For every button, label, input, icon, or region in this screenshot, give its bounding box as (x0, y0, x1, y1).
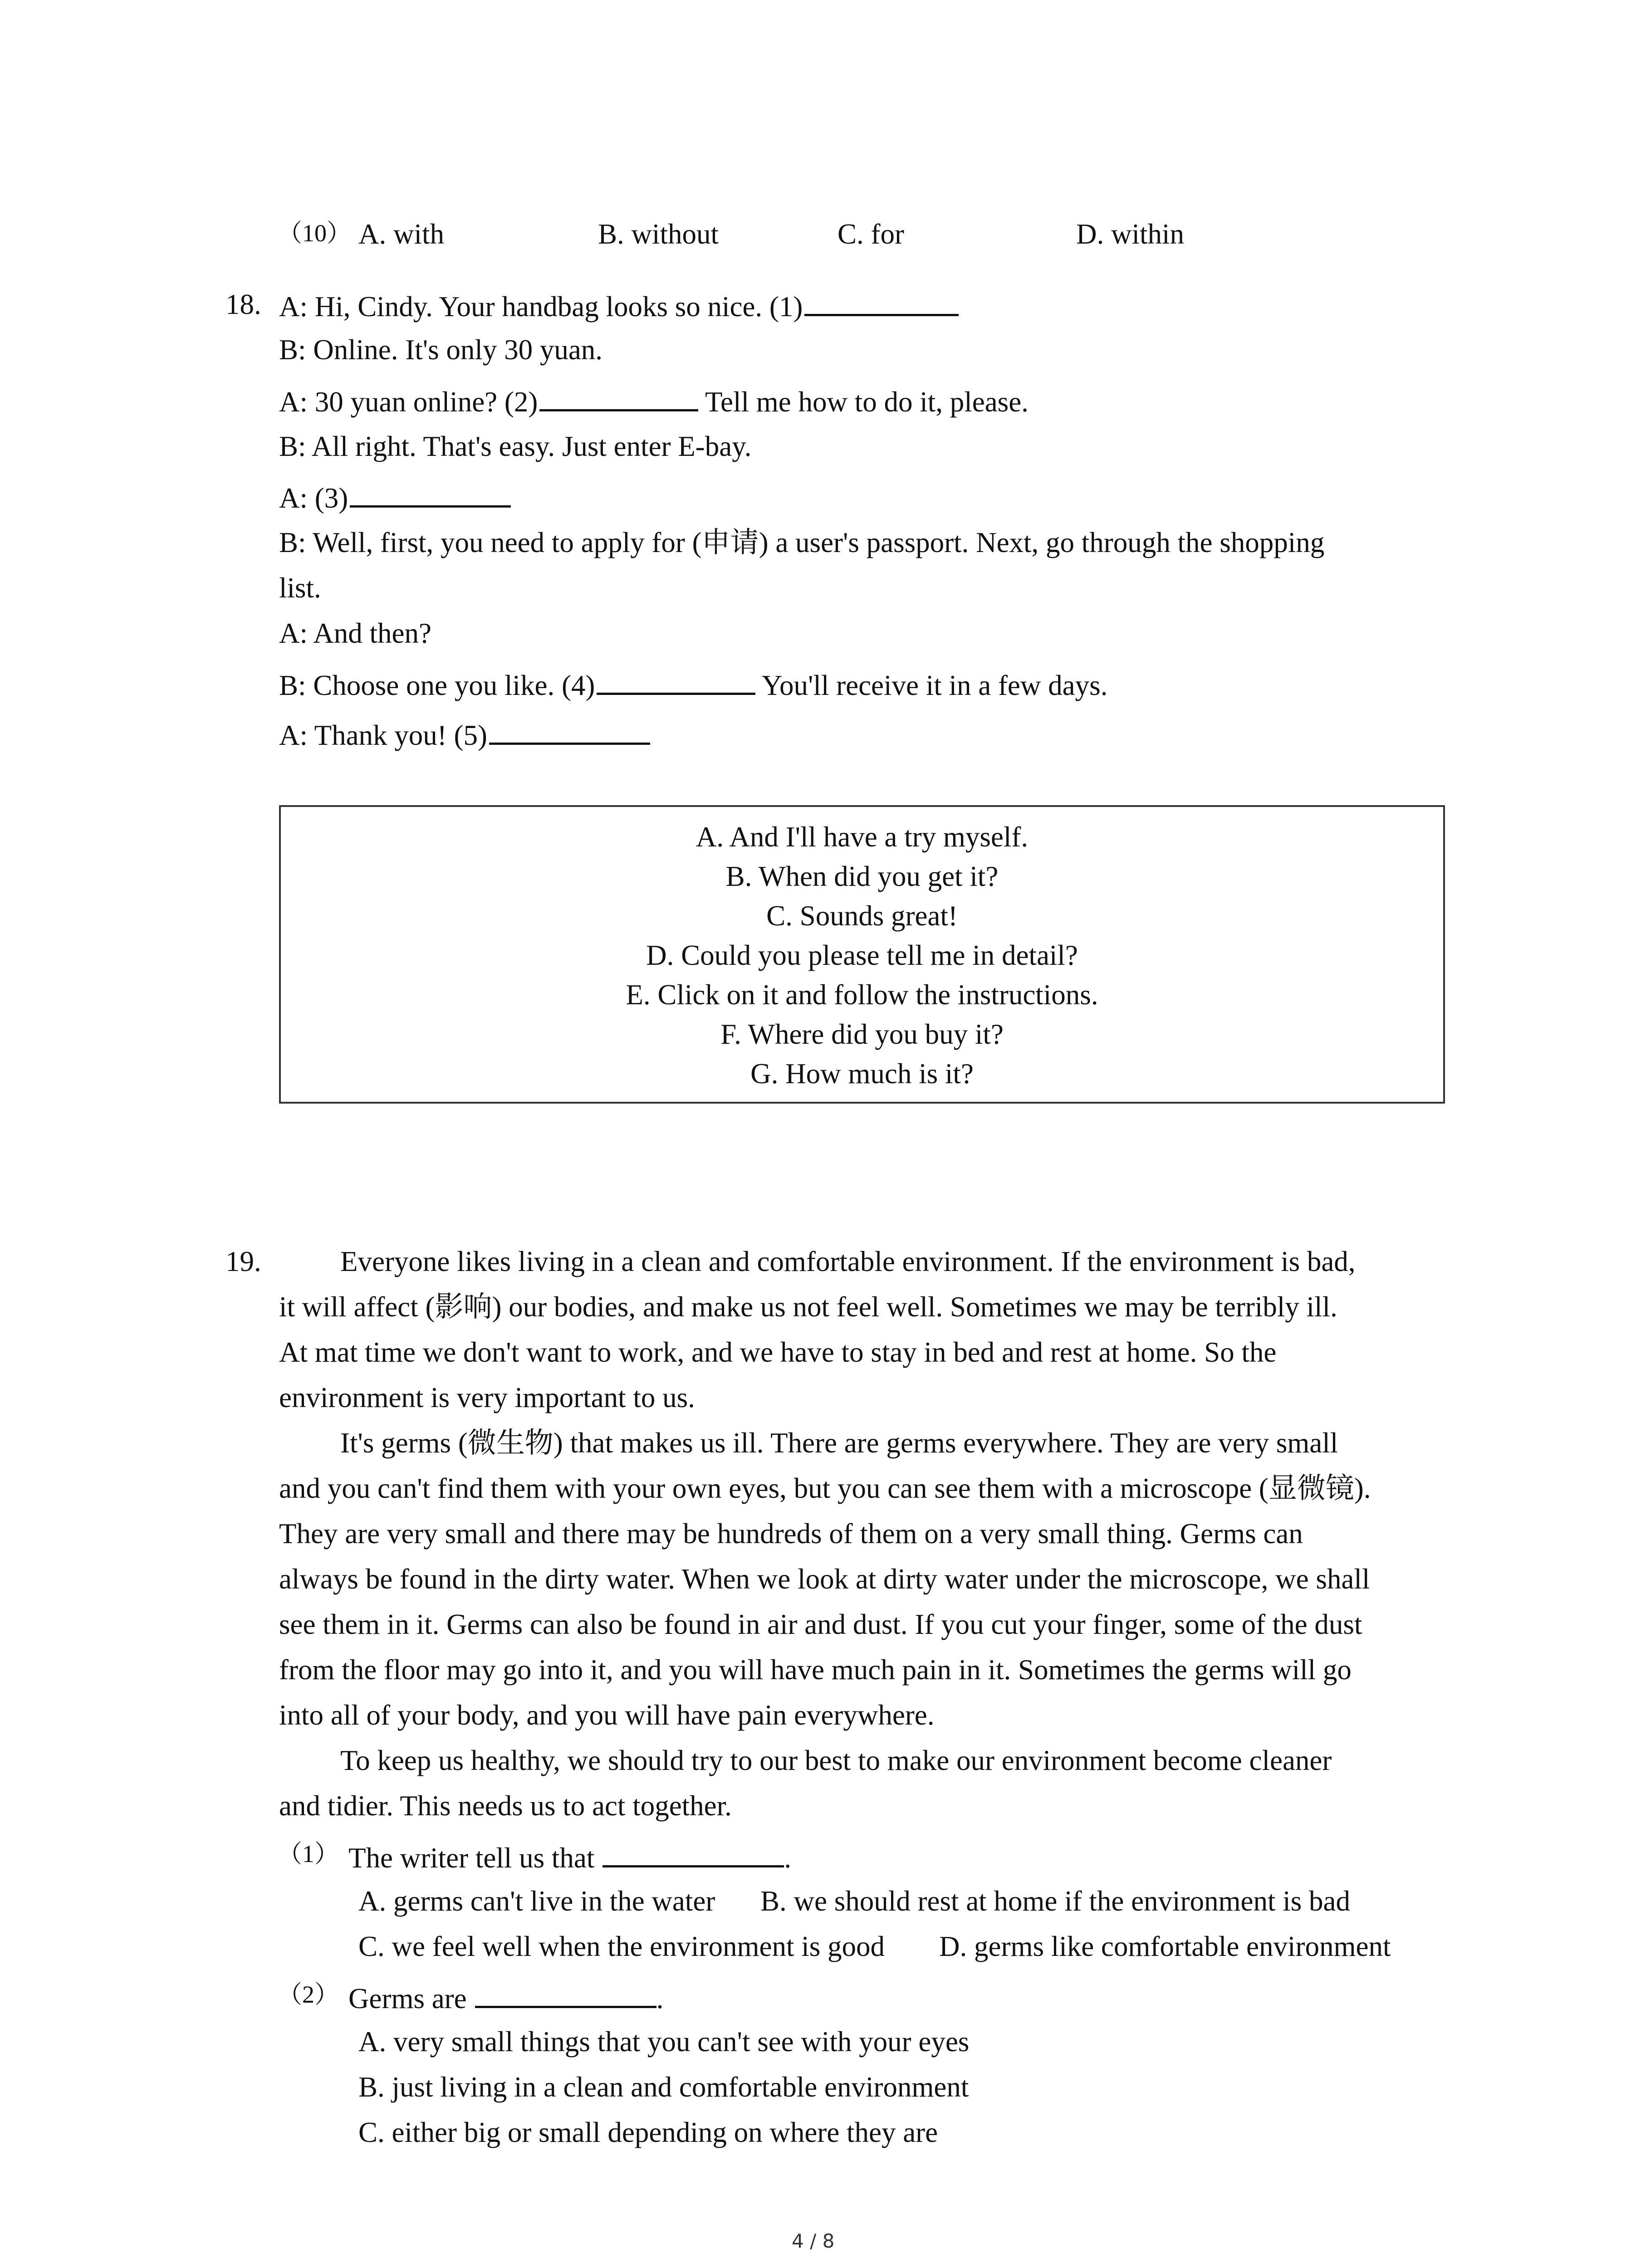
passage-line: from the floor may go into it, and you will have much pain in it. Sometimes the germs will go (279, 1654, 1352, 1686)
dialogue-text: A: Thank you! (5) (279, 719, 487, 751)
answer-blank[interactable] (603, 1842, 784, 1867)
options-box (279, 805, 1445, 1104)
dialogue-line-7: list. (279, 572, 321, 604)
option-item: E. Click on it and follow the instructions. (626, 979, 1098, 1011)
dialogue-text: B: Choose one you like. (4) (279, 670, 595, 701)
option-a: A. with (358, 218, 444, 250)
dialogue-line-8: A: And then? (279, 617, 431, 649)
option-b: B. without (598, 218, 719, 250)
page-number: 4 / 8 (792, 2230, 835, 2252)
dialogue-line-3 (279, 386, 1029, 416)
dialogue-line-5 (279, 482, 511, 513)
question-number: 18. (225, 288, 261, 320)
dialogue-text: Tell me how to do it, please. (698, 386, 1029, 418)
passage-line: always be found in the dirty water. When we look at dirty water under the microscope, we shall (279, 1563, 1370, 1595)
option-c: C. either big or small depending on where they are (358, 2116, 938, 2148)
dialogue-text: You'll receive it in a few days. (755, 670, 1108, 701)
option-c: C. we feel well when the environment is good (358, 1931, 885, 1962)
option-c: C. for (838, 218, 904, 250)
passage-line: see them in it. Germs can also be found in air and dust. If you cut your finger, some of the dust (279, 1608, 1362, 1640)
option-item: G. How much is it? (750, 1058, 974, 1090)
passage-line: and you can't find them with your own eyes, but you can see them with a microscope (显微镜). (279, 1472, 1371, 1504)
option-item: D. Could you please tell me in detail? (646, 939, 1078, 971)
dialogue-line-6: B: Well, first, you need to apply for (申请) a user's passport. Next, go through the shopping (279, 527, 1325, 558)
option-item: B. When did you get it? (725, 860, 999, 892)
answer-blank-1[interactable] (804, 290, 959, 316)
option-b: B. we should rest at home if the environment is bad (760, 1885, 1350, 1917)
passage-line: Everyone likes living in a clean and comfortable environment. If the environment is bad, (340, 1246, 1356, 1277)
question-stem: Germs are . (348, 1983, 664, 2014)
answer-blank-3[interactable] (350, 482, 511, 508)
answer-blank-5[interactable] (489, 719, 650, 745)
dialogue-text: A: Hi, Cindy. Your handbag looks so nice. (1) (279, 291, 803, 323)
passage-line: It's germs (微生物) that makes us ill. There are germs everywhere. They are very small (340, 1427, 1338, 1459)
passage-line: into all of your body, and you will have pain everywhere. (279, 1699, 935, 1731)
question-number: （1） (278, 1840, 339, 1867)
answer-blank[interactable] (475, 1982, 656, 2008)
passage-line: At mat time we don't want to work, and we have to stay in bed and rest at home. So the (279, 1336, 1277, 1368)
dialogue-line-10 (279, 719, 650, 750)
passage-line: They are very small and there may be hundreds of them on a very small thing. Germs can (279, 1518, 1303, 1549)
passage-line: To keep us healthy, we should try to our best to make our environment become cleaner (340, 1745, 1332, 1776)
option-d: D. germs like comfortable environment (939, 1931, 1391, 1962)
passage-line: environment is very important to us. (279, 1382, 695, 1413)
option-a: A. very small things that you can't see with your eyes (358, 2026, 970, 2058)
passage-line: it will affect (影响) our bodies, and make us not feel well. Sometimes we may be terribly ill. (279, 1291, 1337, 1323)
option-item: F. Where did you buy it? (720, 1018, 1004, 1050)
dialogue-line-2: B: Online. It's only 30 yuan. (279, 334, 603, 366)
option-a: A. germs can't live in the water (358, 1885, 715, 1917)
question-number: 19. (225, 1246, 261, 1277)
answer-blank-4[interactable] (597, 669, 755, 695)
answer-blank-2[interactable] (539, 386, 698, 411)
question-text: Germs are (348, 1983, 467, 2014)
option-item: A. And I'll have a try myself. (696, 821, 1029, 853)
question-stem: The writer tell us that . (348, 1842, 792, 1874)
dialogue-line-9 (279, 669, 1107, 700)
option-item: C. Sounds great! (766, 900, 958, 932)
dialogue-line-1 (279, 290, 959, 321)
option-b: B. just living in a clean and comfortable environment (358, 2071, 969, 2103)
dialogue-text: A: (3) (279, 482, 348, 514)
question-text: The writer tell us that (348, 1842, 595, 1874)
option-d: D. within (1076, 218, 1185, 250)
dialogue-text: A: 30 yuan online? (2) (279, 386, 538, 418)
passage-line: and tidier. This needs us to act together. (279, 1790, 732, 1822)
question-number: （2） (278, 1981, 339, 2008)
question-number: （10） (278, 220, 351, 247)
dialogue-line-4: B: All right. That's easy. Just enter E-bay. (279, 430, 752, 462)
